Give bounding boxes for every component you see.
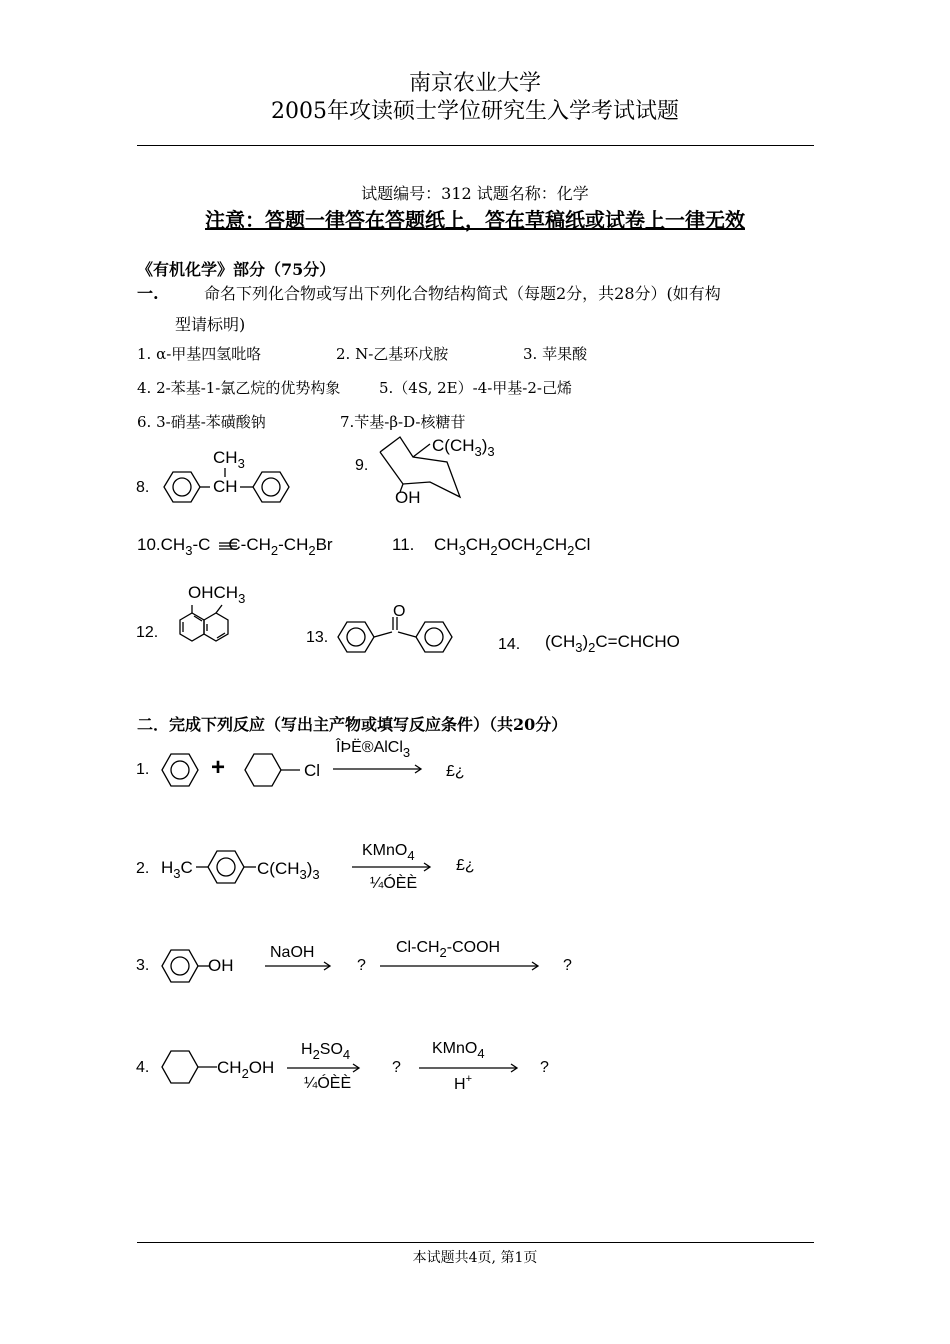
r1-benzene [157, 748, 207, 792]
structure-11: $CH_3CH_2OCH_2CH_2Cl$ [434, 535, 591, 558]
header-rule [137, 145, 814, 146]
q1-item-7: 7.苄基-β-D-核糖苷 [340, 413, 466, 431]
structure-9-oh: OH [395, 488, 421, 507]
r3-arrow1 [265, 960, 337, 972]
exam-code-line: 试题编号：312 试题名称：化学 [361, 184, 589, 203]
q1-item-1: 1. α-甲基四氢吡咯 [137, 345, 262, 363]
exam-title: 2005年攻读硕士学位研究生入学考试试题 [271, 99, 679, 124]
r3-reagent1: NaOH [270, 944, 315, 961]
notice: 注意：答题一律答在答题纸上，答在草稿纸或试卷上一律无效 [205, 208, 745, 232]
section-title: 《有机化学》部分（75分） [137, 260, 336, 279]
r4-intermediate: ? [392, 1059, 401, 1076]
page-footer: 本试题共4页, 第1页 [412, 1250, 538, 1266]
triple-bond [219, 541, 239, 551]
r1-cyclohexane [240, 748, 305, 792]
q1-item-2: 2. N-乙基环戊胺 [336, 345, 449, 363]
r1-arrow [333, 763, 428, 775]
q1-number: 一. [137, 284, 159, 303]
school-name: 南京农业大学 [408, 71, 541, 96]
r4-product: ? [540, 1059, 549, 1076]
r2-product: £¿ [456, 857, 475, 874]
q1-label-8: 8. [136, 479, 150, 496]
r1-condition: ÎÞË®AlCl$_3$ [336, 739, 411, 760]
q1-item-6: 6. 3-硝基-苯磺酸钠 [137, 413, 266, 431]
r2-reagent: KMnO$_4$ [362, 842, 415, 863]
r3-reagent2: $Cl-CH_2$-COOH [396, 939, 501, 960]
r3-product: ? [563, 957, 572, 974]
r3-label: 3. [136, 957, 150, 974]
q1-item-3: 3. 苹果酸 [523, 345, 588, 363]
r4-ch2oh: $CH_2OH$ [217, 1058, 275, 1081]
q1-item-5: 5.（4S, 2E）-4-甲基-2-己烯 [379, 379, 572, 397]
q1-item-4: 4. 2-苯基-1-氯乙烷的优势构象 [137, 379, 341, 397]
r3-intermediate: ? [357, 957, 366, 974]
r1-chlorine: Cl [304, 761, 321, 780]
r2-label: 2. [136, 860, 150, 877]
r2-condition: ¼ÓÈÈ [370, 875, 418, 892]
r2-h3c: $H_3C$ [161, 858, 193, 881]
structure-8-methyl: $CH_3$ [213, 448, 245, 471]
q1-title-line2: 型请标明) [175, 315, 246, 334]
structure-9-tbutyl: $C(CH_3)_3$ [432, 436, 495, 459]
structure-13-oxygen: O [393, 603, 406, 620]
r3-hydroxyl: OH [208, 956, 234, 975]
structure-12-naphthalene [172, 600, 247, 650]
q1-label-11: 11. [392, 535, 415, 554]
r3-arrow2 [380, 960, 545, 972]
r4-condition2: H+ [454, 1073, 472, 1093]
q1-label-14: 14. [498, 636, 521, 653]
r4-arrow1 [287, 1062, 365, 1074]
q1-label-12: 12. [136, 624, 159, 641]
q1-label-9: 9. [355, 457, 369, 474]
r1-product: £¿ [446, 763, 465, 780]
r4-reagent2: KMnO$_4$ [432, 1040, 485, 1061]
structure-12-substituents: $OHCH_3$ [188, 583, 246, 606]
r2-tbutyl: $C(CH_3)_3$ [257, 859, 320, 882]
q1-title-line1: 命名下列化合物或写出下列化合物结构简式（每题2分，共28分）(如有构 [204, 284, 721, 303]
structure-10: $10.CH_3-C$ $C-CH_2-CH_2Br$ [137, 535, 333, 558]
structure-14: $(CH_3)_2C=CHCHO$ [545, 632, 680, 655]
q2-title: 二．完成下列反应（写出主产物或填写反应条件）（共20分） [137, 715, 568, 734]
r4-reagent1: $H_2SO_4$ [301, 1041, 351, 1062]
q1-label-13: 13. [306, 629, 329, 646]
r4-condition1: ¼ÓÈÈ [304, 1075, 352, 1092]
r2-arrow [352, 861, 437, 873]
structure-8-ch: CH [213, 477, 238, 496]
r1-plus: + [211, 754, 226, 781]
footer-rule [137, 1242, 814, 1243]
r4-label: 4. [136, 1059, 150, 1076]
r1-label: 1. [136, 761, 150, 778]
